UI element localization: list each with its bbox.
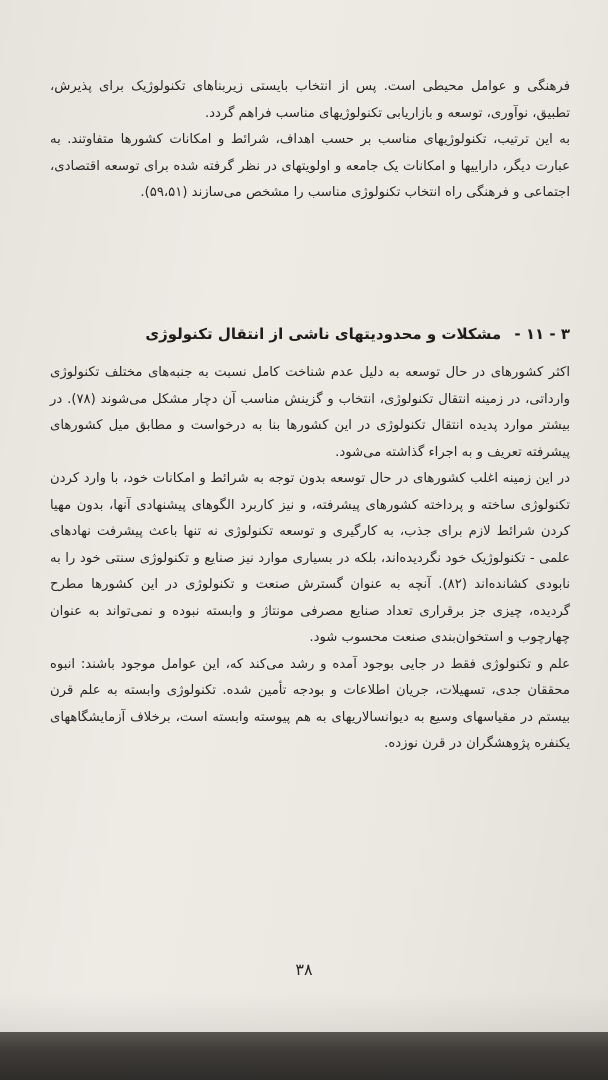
paragraph: در این زمینه اغلب کشورهای در حال توسعه بدون توجه به شرائط و امکانات خود، با وارد کردن تکنولوژی ساخته و پرداخته کشورهای پیشرفته، و نیز کاربرد الگوهای پیشنهادی آنها، بدون مهیا کردن شرائط لازم برای جذب، به کارگیری و توسعه تکنولوژی نه تنها باعث پیشرفت نهادهای علمی - تکنولوژیک خود نگردیده‌اند، بلکه در بسیاری موارد نیز صنایع و تکنولوژی سنتی خود را به نابودی کشانده‌اند (۸۲). آنچه به عنوان گسترش صنعت و تکنولوژی در این کشورها مطرح گردیده، چیزی جز برقراری تعداد صنایع مصرفی مونتاژ و وابسته نبوده و نمی‌تواند به عنوان چهارچوب و استخوان‌بندی صنعت محسوب شود.: [50, 471, 570, 645]
paragraph: فرهنگی و عوامل محیطی است. پس از انتخاب بایستی زیربناهای تکنولوژیک برای پذیرش، تطبیق، نوآوری، توسعه و بازاریابی تکنولوژیهای مناسب فراهم گردد.: [50, 79, 570, 121]
paragraph: به این ترتیب، تکنولوژیهای مناسب بر حسب اهداف، شرائط و امکانات کشورها متفاوتند. به عبارت دیگر، داراییها و امکانات یک جامعه و اولویتهای در نظر گرفته شده برای توسعه اقتصادی، اجتماعی و فرهنگی راه انتخاب تکنولوژی مناسب را مشخص می‌سازند (۵۹،۵۱).: [50, 132, 570, 200]
section-heading: [50, 325, 570, 343]
page-bottom-shadow: [0, 1032, 608, 1080]
paragraph: علم و تکنولوژی فقط در جایی بوجود آمده و رشد می‌کند که، این عوامل موجود باشند: انبوه محققان جدی، تسهیلات، جریان اطلاعات و بودجه تأمین شده. تکنولوژی وابسته به علم قرن بیستم در مقیاسهای وسیع به دیوانسالاریهای به هم پیوسته وابسته است، برخلاف آزمایشگاههای یکنفره پژوهشگران در قرن نوزده.: [50, 656, 570, 751]
section-body: [50, 360, 570, 758]
section-title: مشکلات و محدودیتهای ناشی از انتقال تکنولوژی: [145, 325, 502, 343]
page-number: ۳۸: [295, 960, 313, 979]
section-number: ۳ - ۱۱ -: [514, 325, 570, 343]
paragraph: اکثر کشورهای در حال توسعه به دلیل عدم شناخت کامل نسبت به جنبه‌های مختلف تکنولوژی وارداتی، در زمینه انتقال تکنولوژی، انتخاب و گزینش مناسب آن دچار مشکل می‌شوند (۷۸). در بیشتر موارد پدیده انتقال تکنولوژی در این کشورها بنا به درخواست و مطابق میل کشورهای پیشرفته تعریف و به اجراء گذاشته می‌شود.: [50, 365, 570, 460]
intro-text: [50, 74, 570, 207]
